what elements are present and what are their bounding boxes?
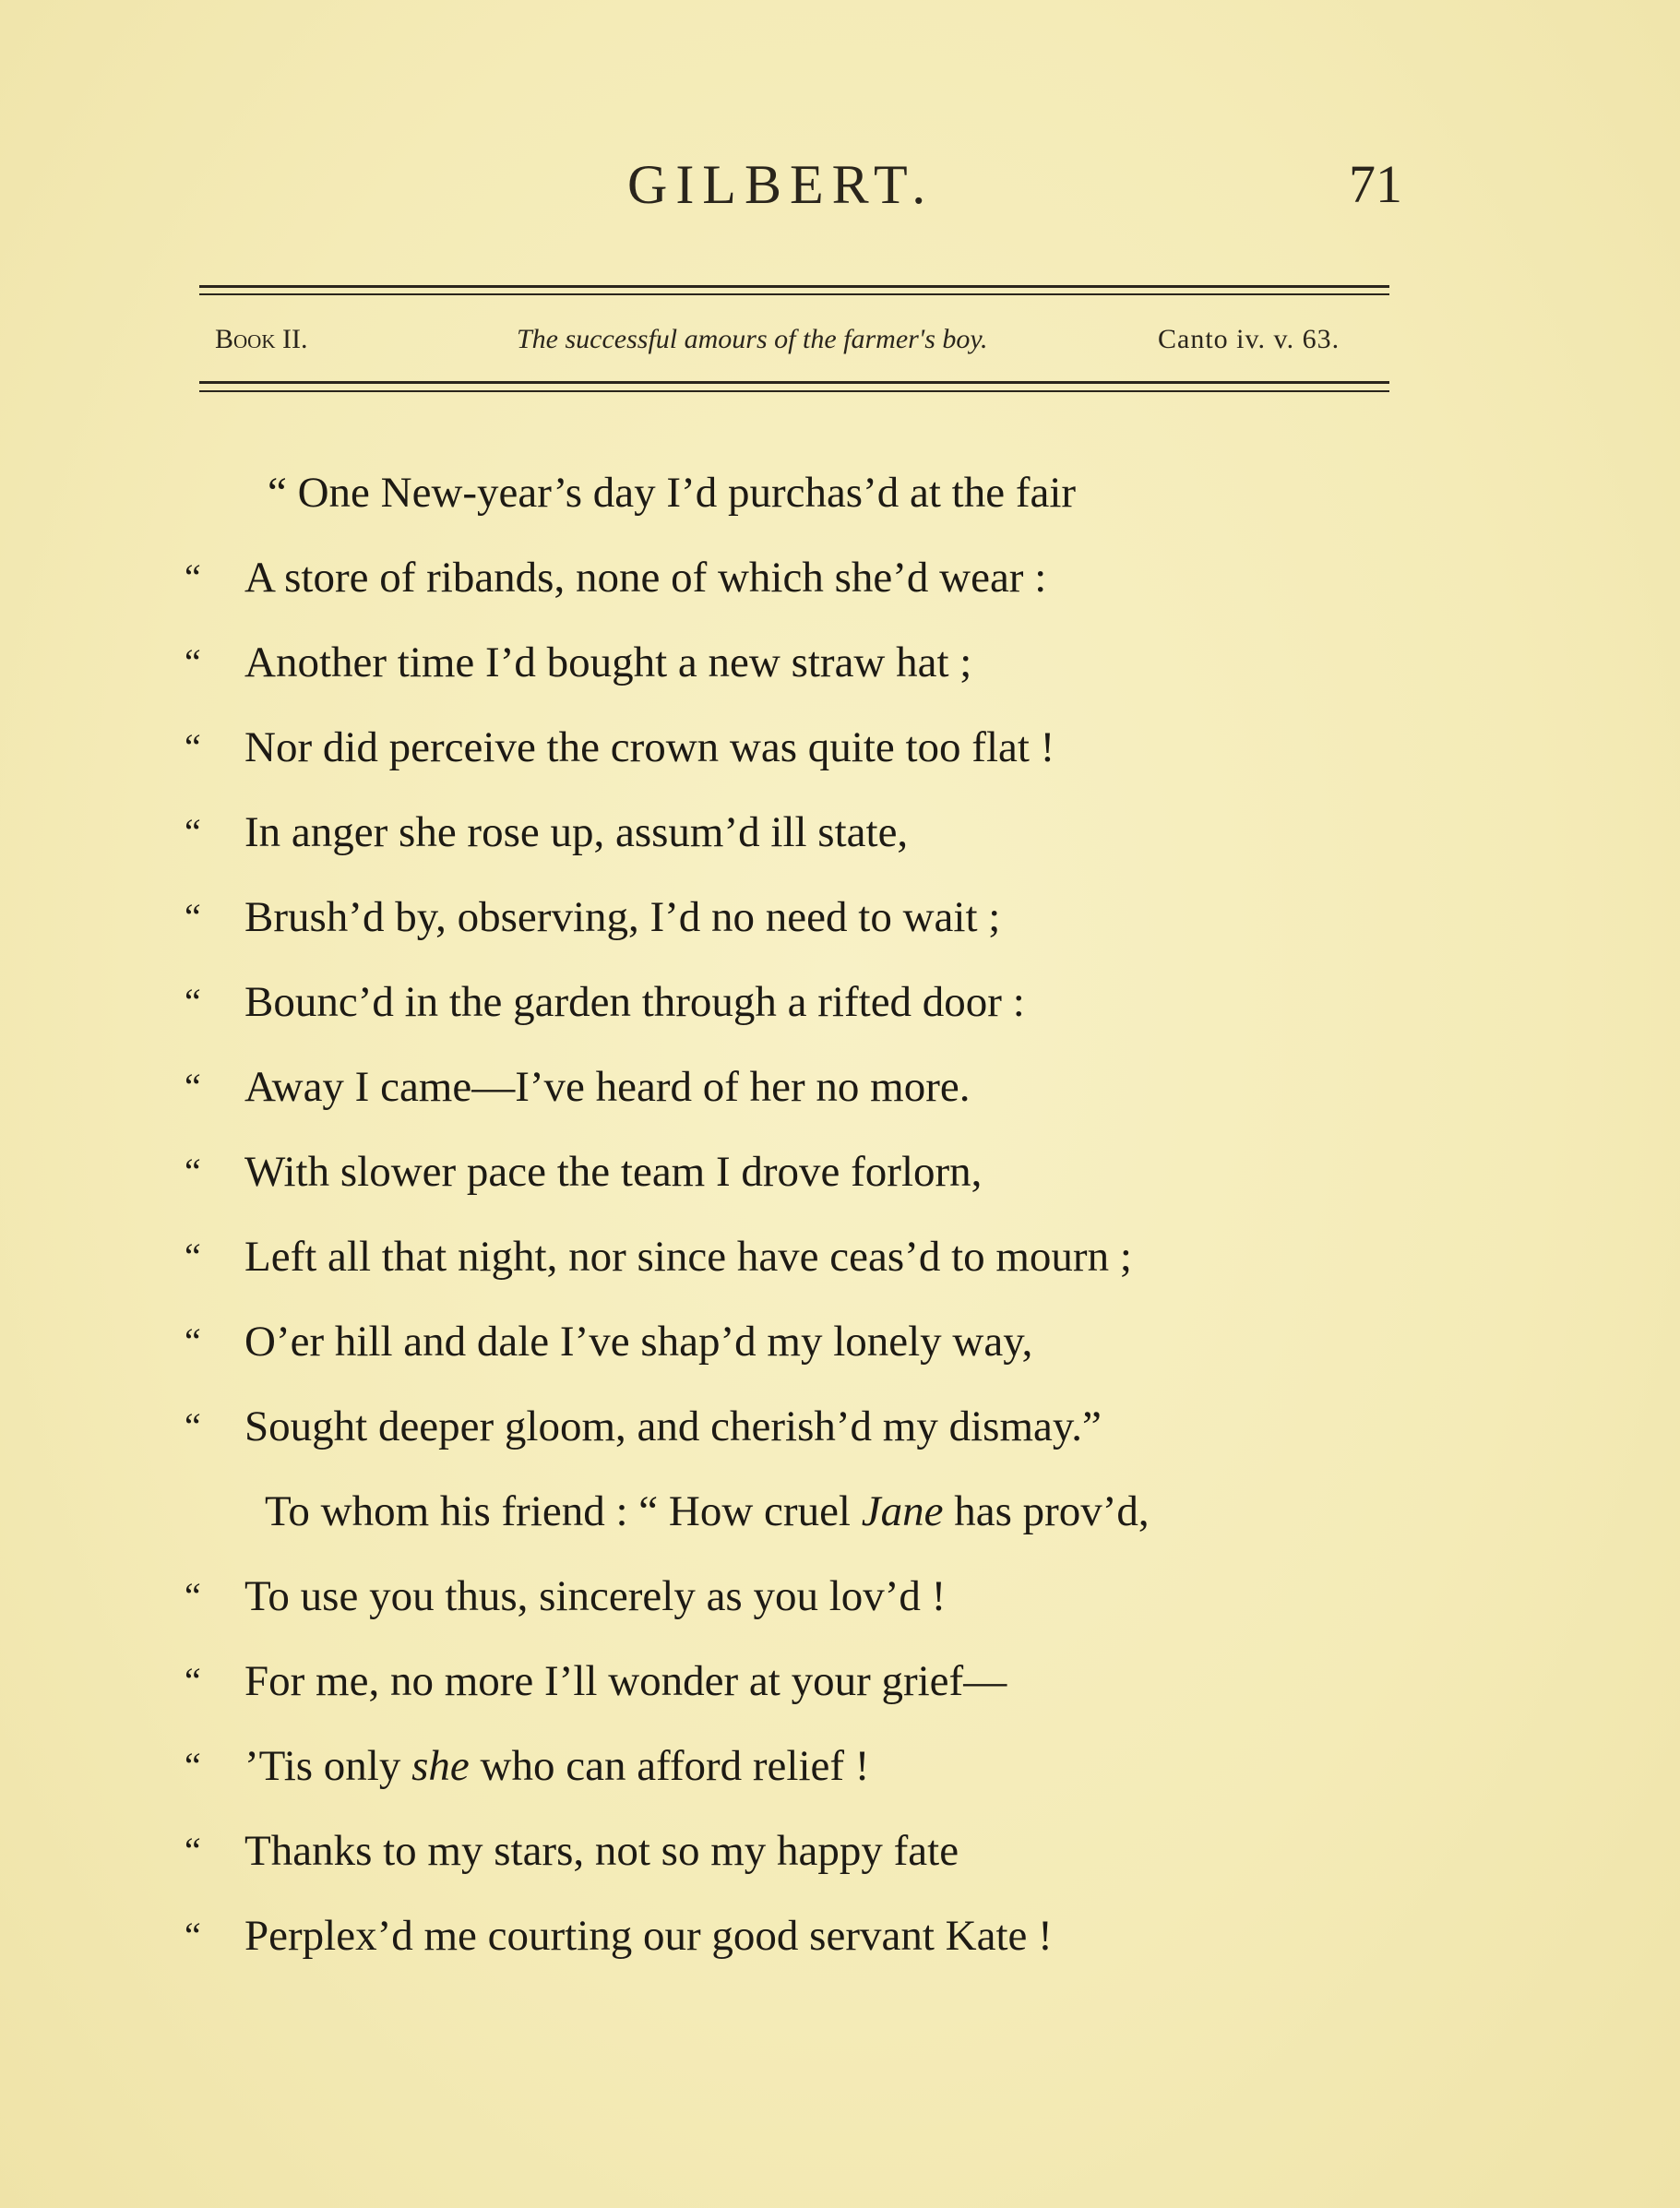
quote-mark: “	[185, 1915, 201, 1956]
line-start: ’Tis only	[244, 1742, 412, 1790]
verse-line	[0, 1554, 1680, 1639]
verse-line-text: Another time I’d bought a new straw hat ;	[244, 639, 972, 686]
verse-line-text: With slower pace the team I drove forlorn,	[244, 1148, 983, 1196]
line-tail: who can afford relief !	[469, 1742, 870, 1790]
verse-line-text: Left all that night, nor since have ceas’d to mourn ;	[244, 1233, 1132, 1281]
verse-line	[0, 1044, 1680, 1129]
verse-line-text: Perplex’d me courting our good servant Kate !	[244, 1912, 1053, 1960]
quote-mark: “	[185, 641, 201, 683]
verse-line-text: Sought deeper gloom, and cherish’d my dismay.”	[244, 1402, 1102, 1450]
word-she: she	[411, 1742, 470, 1790]
verse-line	[0, 1214, 1680, 1299]
subject-label: The successful amours of the farmer's boy.	[517, 324, 988, 354]
verse-line	[0, 620, 1680, 705]
bottom-rule-thin	[199, 390, 1389, 392]
quote-mark: “	[185, 1235, 201, 1277]
verse-line	[0, 1639, 1680, 1724]
verse-line-text: Bounc’d in the garden through a rifted door :	[244, 978, 1025, 1026]
verse-line	[0, 535, 1680, 620]
verse-line-text: To use you thus, sincerely as you lov’d !	[244, 1572, 947, 1620]
quote-mark: “	[185, 1660, 201, 1701]
verse-line-text: For me, no more I’ll wonder at your grief—	[244, 1657, 1007, 1705]
verse-line-text: Brush’d by, observing, I’d no need to wait ;	[244, 893, 1001, 941]
book-label: Book II.	[215, 324, 308, 354]
canto-label: Canto iv. v. 63.	[1158, 324, 1340, 354]
verse-line	[0, 1384, 1680, 1469]
verse-line	[0, 1469, 1680, 1554]
verse-line-text: Thanks to my stars, not so my happy fate	[244, 1827, 959, 1875]
quote-mark: “	[185, 1066, 201, 1107]
top-rule-thick	[199, 285, 1389, 288]
verse-line-text: “ One New-year’s day I’d purchas’d at the fair	[268, 469, 1077, 517]
verse-line-text: Nor did perceive the crown was quite too flat !	[244, 723, 1055, 771]
page-number: 71	[1349, 154, 1402, 214]
verse-line-text	[265, 1469, 1150, 1554]
quote-mark: “	[185, 1151, 201, 1192]
verse-line-text: In anger she rose up, assum’d ill state,	[244, 808, 909, 856]
running-title: GILBERT.	[627, 154, 935, 215]
verse-line	[0, 875, 1680, 960]
quote-mark: “	[185, 1405, 201, 1447]
name-jane: Jane	[861, 1487, 944, 1535]
verse-line	[0, 960, 1680, 1044]
quote-mark: “	[185, 811, 201, 853]
quote-mark: “	[185, 1575, 201, 1617]
verse-line-text: O’er hill and dale I’ve shap’d my lonely way,	[244, 1318, 1033, 1366]
verse-line	[0, 450, 1680, 535]
verse-line	[0, 1724, 1680, 1808]
top-rule-thin	[199, 293, 1389, 295]
subhead	[0, 321, 1680, 367]
quote-mark: “	[185, 556, 201, 598]
verse-line-text	[244, 1724, 869, 1808]
quote-mark: “	[185, 981, 201, 1022]
verse-line-text: Away I came—I’ve heard of her no more.	[244, 1063, 971, 1111]
bottom-rule-thick	[199, 381, 1389, 384]
verse-line	[0, 1808, 1680, 1893]
verse-line	[0, 790, 1680, 875]
running-head	[0, 148, 1680, 221]
quote-mark: “	[185, 726, 201, 768]
verse-line	[0, 1299, 1680, 1384]
quote-mark: “	[185, 1830, 201, 1871]
quote-mark: “	[185, 896, 201, 937]
verse-line	[0, 1893, 1680, 1978]
quote-mark: “	[185, 1320, 201, 1362]
speech-tail: has prov’d,	[943, 1487, 1150, 1535]
speech-intro: To whom his friend : “ How cruel	[265, 1487, 862, 1535]
quote-mark: “	[185, 1745, 201, 1786]
verse-line	[0, 705, 1680, 790]
verse-line	[0, 1129, 1680, 1214]
verse-line-text: A store of ribands, none of which she’d wear :	[244, 554, 1047, 602]
